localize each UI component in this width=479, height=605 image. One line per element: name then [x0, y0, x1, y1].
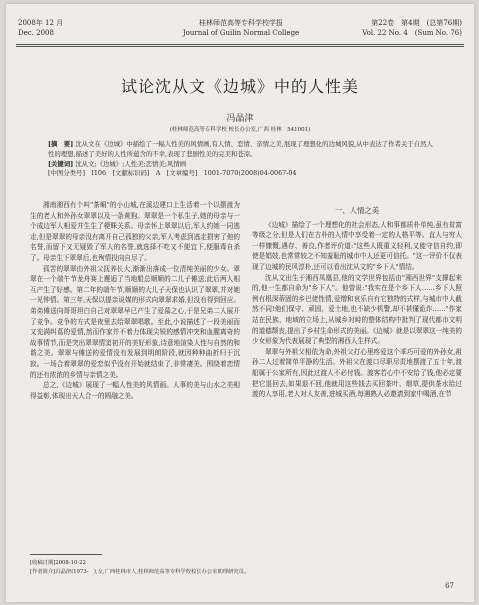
right-column: [252, 200, 462, 400]
article-title: 试论沈从文《边城》中的人性美: [120, 77, 359, 96]
abstract-block: [48, 140, 434, 179]
header-date-en: Dec. 2008: [18, 29, 54, 37]
keywords-label: [关键词]: [48, 159, 74, 168]
footnote-received: [收稿日期]2008-10-22: [30, 560, 86, 566]
keywords-text: 沈从文;《边城》;人性美;恋情美;风情画: [75, 159, 187, 168]
left-column: [30, 200, 240, 401]
page-number: 67: [445, 582, 454, 590]
abstract-label: [摘 要]: [48, 140, 74, 148]
header-vol-en: Vol. 22 No. 4 (Sum No. 76): [362, 29, 462, 37]
journal-page: [6, 4, 474, 602]
header-journal-en: Journal of Guilin Normal College: [182, 29, 300, 37]
body-paragraph: 翠翠与外祖父相依为命,外祖父打心里疼爱这个乖巧可爱的外孙女,祖孙二人过着简单平静的生活。外祖父在渡口尽职尽责地摆渡了五十年,渡船属于公家所有,因此过渡人不必付钱。渡客若心中不安给了钱,他必定要把它退回去,如果退不回,他就用这些钱去买回茶叶、烟草,提供茶水给过渡的人享用,老人对人友善,进城买酒,每遇熟人必邀请到家中喝酒,在节: [252, 347, 462, 399]
abstract-keywords: [48, 160, 434, 170]
body-paragraph: 沈从文出生于湘西凤凰县,他的文学世界包括由"湘西世界"支撑起来的,他一生都自命为"乡下人"。他曾说:"我实在是个乡下人……乡下人照例有根深蒂固的乡巴佬性情,爱憎和哀乐自有它独特的式样,与城市中人截然不同!他们保守、顽固、爱土地,也不缺少机警,却不甚懂诡诈……"作家站在民族、地域的立场上,从城乡对峙的整体结构中批判了现代都市文明的道德颓丧,提出了乡村生命形式的美丽。《边城》就是以翠翠这一纯美的少女形象为代表展现了典型的湘西人生样式。: [252, 273, 462, 346]
footnotes: [30, 559, 450, 577]
abstract-text: 沈从文在《边城》中描绘了一幅人性美的风情画,有人情、恋情、亲情之美,展现了理想化的边城风貌,从中表达了作者关于自然人性的理想,描述了美好的人性所蕴含的不幸,表现了悲剧性美的完美和苍凉。: [48, 140, 433, 158]
classification-line: [中图分类号] I106 [文献标识码] A [文章编号] 1001-7070(2008)04-0067-04: [48, 169, 297, 178]
author-affiliation: (桂林师范高等专科学校 校长办公室,广西 桂林 541001): [169, 127, 311, 133]
header-journal-cn: 桂林师范高等专科学校学报: [199, 19, 283, 27]
footnote-rule: [30, 554, 102, 555]
body-paragraph: 湘南湘西有个叫"茶峒"的小山城,在溪边建口上生活着一个以摆渡为生的老人和外孙女翠翠以及一条黄狗。翠翠是一个私生子,她的母亲与一个成边军人相爱并生生了梗眯关系。母亲怀上翠翠以后,军人约她一同逃走,但是翠翠的母亲没有离开自己孤独的父亲,军人考虑到逃走损害了他的名誉,而留下又无疑毁了军人的名誉,就选择不吃又不便宜下,便服毒自杀了。母亲生下翠翠后,也殉情投向自尽了。: [30, 201, 240, 262]
header-volume: [362, 18, 462, 38]
body-paragraph: 总之,《边城》展现了一幅人性美的风情画。人事的美与山水之美相得益彰,体现出天人合一的圆融之美。: [30, 381, 240, 400]
header-date: [18, 18, 63, 38]
article-author: 冯晶津: [226, 114, 254, 124]
abstract-summary: [48, 140, 434, 160]
body-paragraph: 《边城》描绘了一个理想化的社会形态,人和事都质朴单纯,虽有贫富等级之分,但是人们在古朴的人情中享受着一定的人格平等。直人与穷人一样慷慨,遇存、善良,作者评价道:"这些人既重义轻利,又能守信自约,即使是娼妓,也常常较之不知羞耻的城市中人还更可信托。"这一评价不仅表现了边城的民风淳朴,还可以看出沈从文的"乡下人"情结。: [252, 220, 462, 271]
header-rule-double: [16, 46, 464, 47]
header-rule: [16, 44, 464, 45]
header-date-cn: 2008年 12 月: [18, 19, 64, 27]
body-paragraph: 孤苦的翠翠由外祖父抚养长大,渐渐出落成一位清纯美丽的少女。翠翠在一个端午节龙舟赛上邂逅了当地船总顺顺的二儿子傩送,此后两人相互产生了好感。第二年的端午节,顺顺的大儿子天保也认识了翠翠,并对她一见钟情。第三年,天保以提亲说媒的形式向翠翠求婚,但没有得到回应。弟弟傩送向哥哥坦白自己对翠翠早已产生了爱慕之心,于是兄弟二人展开了竞争。竞争的方式是夜里去给翠翠唱歌。至此,小说描述了一段美丽而又充满纠葛的爱情,然而作家并不着力体现尖锐的感情冲突和血腥离奇的故事情节,而是突出翠翠情窦初开的美好形象,诗意地渲染人性与自然的和谐之美。翠翠与傩送的爱情没有发展到明朗阶段,就因种种曲折归于沉寂。一场合着翠翠的爱恋似乎没有开始就结束了,非常凄美。围绕着恋情的还有浓浓的乡情与亲情之美。: [30, 264, 240, 379]
section-heading: 一、人情之美: [334, 206, 380, 215]
footnote-author-bio: [作者简介]冯晶津(1973- ),女,广西桂林市人,桂林师范高等专科学校校长办公室助理研究员。: [30, 569, 250, 575]
header-journal: [126, 18, 356, 38]
header-vol-cn: 第22卷 第4期 (总第76期): [371, 19, 462, 27]
